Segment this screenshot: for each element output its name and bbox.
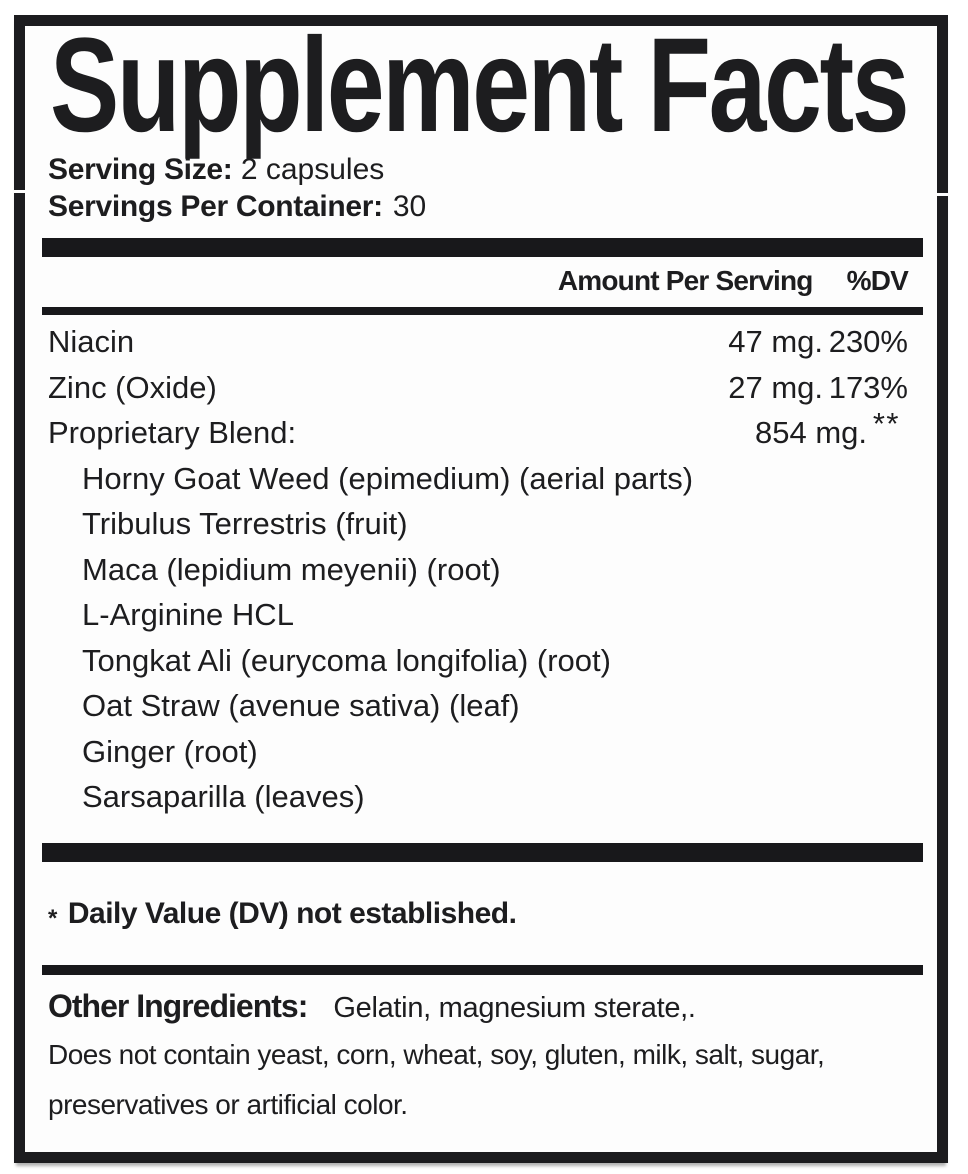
supplement-facts-panel — [14, 11, 948, 1163]
ingredient-name: L-Arginine HCL — [82, 597, 294, 632]
amount-cell: 27 mg. — [728, 369, 823, 405]
nutrient-name: Niacin — [48, 324, 135, 359]
divider-medium-top — [42, 307, 923, 315]
dv-cell: 173% — [828, 369, 908, 405]
ingredient-name: Horny Goat Weed (epimedium) (aerial parts) — [82, 460, 694, 496]
servings-per-container-line — [48, 189, 426, 226]
disclaimer-line: Does not contain yeast, corn, wheat, soy, gluten, milk, salt, sugar, — [48, 1039, 825, 1070]
blend-ingredient-row — [42, 729, 923, 775]
blend-ingredient-row — [42, 592, 923, 638]
page-title: Supplement Facts — [50, 11, 908, 160]
daily-value-footnote — [48, 897, 517, 932]
nutrient-row — [42, 319, 923, 365]
column-headers — [42, 267, 923, 295]
blend-ingredient-row — [42, 547, 923, 593]
nutrient-name: Proprietary Blend: — [48, 415, 297, 450]
blend-ingredient-row — [42, 683, 923, 729]
serving-size-value: 2 capsules — [240, 153, 385, 186]
serving-info — [48, 152, 426, 225]
dv-cell: 230% — [828, 324, 908, 359]
servings-per-container-value: 30 — [392, 189, 427, 223]
serving-size-line — [48, 152, 426, 189]
disclaimer-line: preservatives or artificial color. — [48, 1089, 408, 1120]
serving-size-label: Serving Size: — [48, 153, 233, 186]
other-ingredients-value: Gelatin, magnesium sterate,. — [333, 992, 696, 1024]
dv-header: %DV — [846, 265, 908, 296]
other-ingredients-line — [48, 990, 696, 1023]
blend-ingredient-row — [42, 456, 923, 502]
amount-cell: 854 mg. — [754, 415, 867, 450]
divider-thick-bottom — [42, 843, 923, 862]
footnote-text: Daily Value (DV) not established. — [67, 897, 517, 930]
border-notch-right — [937, 193, 948, 196]
divider-thick-top — [42, 238, 923, 257]
ingredient-name: Oat Straw (avenue sativa) (leaf) — [82, 688, 520, 723]
nutrient-name: Zinc (Oxide) — [48, 369, 217, 405]
nutrient-table — [42, 319, 923, 820]
amount-cell: 47 mg. — [728, 324, 823, 359]
ingredient-name: Ginger (root) — [82, 733, 258, 769]
ingredient-name: Tribulus Terrestris (fruit) — [82, 506, 408, 541]
amount-per-serving-header: Amount Per Serving — [557, 265, 813, 296]
ingredient-name: Sarsaparilla (leaves) — [82, 779, 365, 814]
divider-medium-bottom — [42, 965, 923, 975]
proprietary-blend-row — [42, 406, 923, 456]
blend-ingredient-row — [42, 638, 923, 684]
dv-cell: ** — [872, 406, 900, 441]
ingredient-name: Tongkat Ali (eurycoma longifolia) (root) — [82, 642, 611, 678]
asterisk-symbol: * — [48, 905, 57, 932]
ingredient-name: Maca (lepidium meyenii) (root) — [82, 551, 501, 587]
other-ingredients-label: Other Ingredients: — [48, 988, 308, 1024]
blend-ingredient-row — [42, 774, 923, 820]
servings-per-container-label: Servings Per Container: — [48, 189, 383, 223]
nutrient-row — [42, 365, 923, 411]
blend-ingredient-row — [42, 501, 923, 547]
border-notch-left — [14, 190, 25, 193]
